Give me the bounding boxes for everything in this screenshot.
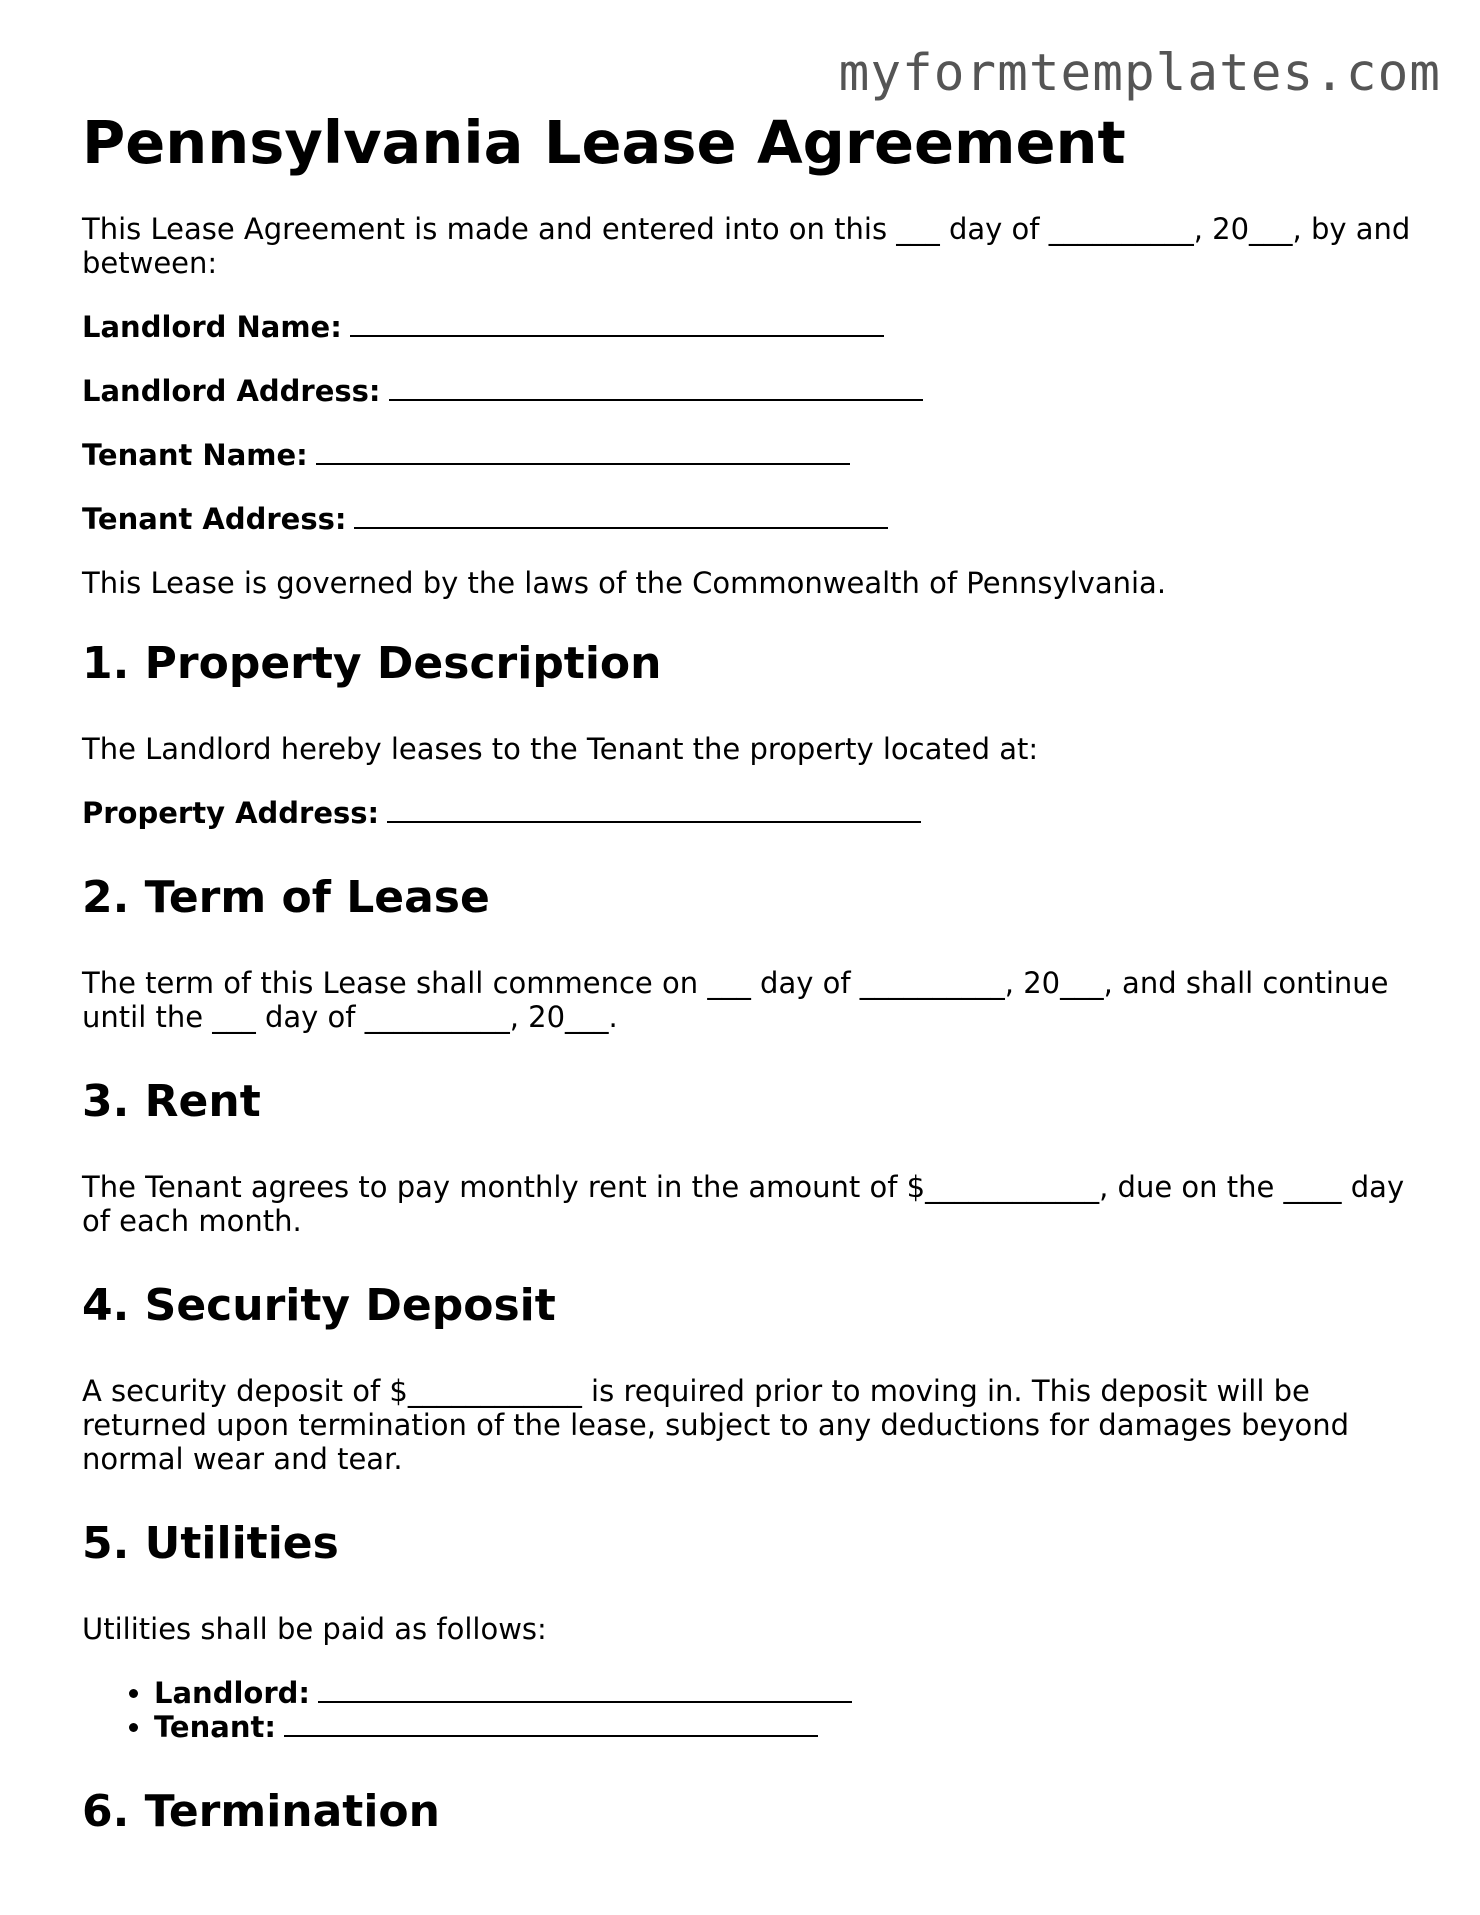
deposit-text: A security deposit of $____________ is required prior to moving in. This deposit will be returned upon termination of the lease, subject to any deductions for damages beyond normal wear and tear.: [82, 1374, 1350, 1476]
landlord-address-blank[interactable]: [389, 375, 923, 401]
watermark: myformtemplates.com: [838, 44, 1441, 103]
utilities-tenant-label: Tenant:: [154, 1710, 276, 1744]
section-heading-property: 1. Property Description: [82, 638, 662, 689]
utilities-tenant-blank[interactable]: [284, 1711, 818, 1737]
section-heading-term: 2. Term of Lease: [82, 872, 490, 923]
landlord-name-label: Landlord Name:: [82, 310, 342, 344]
landlord-address-label: Landlord Address:: [82, 374, 381, 408]
landlord-name-blank[interactable]: [350, 311, 884, 337]
list-item: [154, 1710, 1412, 1744]
document-title: Pennsylvania Lease Agreement: [82, 108, 1126, 177]
utilities-landlord-blank[interactable]: [318, 1677, 852, 1703]
tenant-address-field: [82, 502, 1412, 536]
section-heading-termination: 6. Termination: [82, 1786, 440, 1837]
utilities-list: [82, 1676, 1412, 1744]
utilities-text: Utilities shall be paid as follows:: [82, 1612, 547, 1646]
section-heading-utilities: 5. Utilities: [82, 1518, 339, 1569]
document-page: [82, 108, 1412, 1838]
tenant-address-label: Tenant Address:: [82, 502, 347, 536]
rent-text: The Tenant agrees to pay monthly rent in the amount of $____________, due on the ____ day of each month.: [82, 1170, 1405, 1238]
utilities-landlord-label: Landlord:: [154, 1676, 310, 1710]
section-heading-deposit: 4. Security Deposit: [82, 1280, 556, 1331]
landlord-address-field: [82, 374, 1412, 408]
list-item: [154, 1676, 1412, 1710]
property-address-field: [82, 796, 1412, 830]
property-address-blank[interactable]: [387, 797, 921, 823]
tenant-name-label: Tenant Name:: [82, 438, 308, 472]
property-address-label: Property Address:: [82, 796, 380, 830]
term-text: The term of this Lease shall commence on ___ day of __________, 20___, and shall continue until the ___ day of __________, 20___.: [82, 966, 1389, 1034]
intro-paragraph: This Lease Agreement is made and entered into on this ___ day of __________, 20___, by and between:: [82, 212, 1411, 280]
tenant-name-blank[interactable]: [316, 439, 850, 465]
tenant-name-field: [82, 438, 1412, 472]
section-heading-rent: 3. Rent: [82, 1076, 261, 1127]
tenant-address-blank[interactable]: [354, 503, 888, 529]
governing-law-text: This Lease is governed by the laws of the Commonwealth of Pennsylvania.: [82, 566, 1167, 600]
property-text: The Landlord hereby leases to the Tenant the property located at:: [82, 732, 1039, 766]
landlord-name-field: [82, 310, 1412, 344]
